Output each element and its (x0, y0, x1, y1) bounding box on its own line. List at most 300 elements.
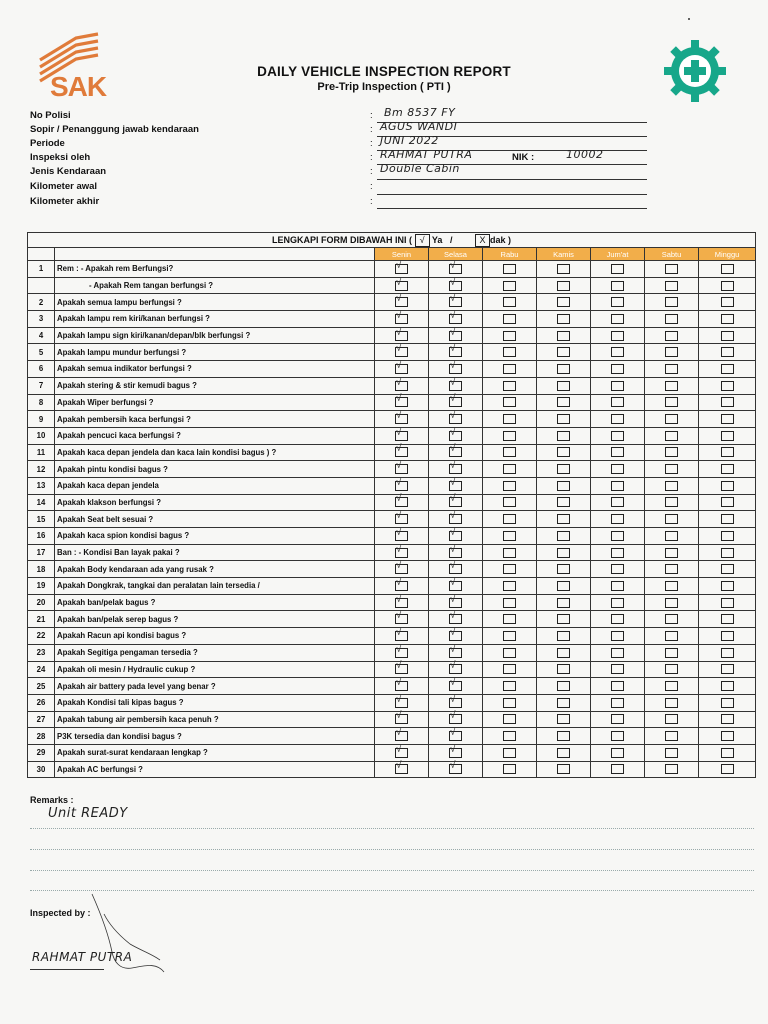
checkbox[interactable] (721, 598, 734, 608)
checkbox[interactable] (665, 681, 678, 691)
checkbox[interactable] (665, 531, 678, 541)
checkbox[interactable] (611, 264, 624, 274)
checkbox[interactable] (557, 564, 570, 574)
check-mark: √ (396, 460, 402, 472)
checkbox[interactable] (611, 564, 624, 574)
checkbox[interactable] (395, 460, 408, 474)
field-value-jenis: Double Cabin (380, 162, 460, 175)
checkbox[interactable] (611, 364, 624, 374)
check-cell (645, 694, 699, 711)
checkbox[interactable] (395, 476, 408, 491)
checkbox[interactable] (503, 364, 516, 374)
checkbox[interactable] (611, 397, 624, 407)
checkbox[interactable] (557, 397, 570, 407)
checkbox[interactable] (449, 259, 462, 274)
checkbox[interactable] (611, 631, 624, 641)
checkbox[interactable] (557, 497, 570, 507)
checkbox[interactable] (449, 293, 462, 307)
checkbox[interactable] (395, 326, 408, 341)
checkbox[interactable] (665, 698, 678, 708)
checkbox[interactable] (721, 664, 734, 674)
checkbox[interactable] (611, 414, 624, 424)
check-mark: √ (450, 576, 456, 588)
checkbox[interactable] (449, 560, 462, 574)
checkbox[interactable] (611, 614, 624, 624)
checkbox[interactable] (395, 660, 408, 674)
checkbox[interactable] (611, 431, 624, 441)
checkbox[interactable] (503, 564, 516, 574)
check-mark: √ (396, 443, 402, 455)
checkbox[interactable] (557, 548, 570, 558)
checkbox[interactable] (449, 626, 462, 641)
checkbox[interactable] (395, 593, 408, 608)
checkbox[interactable] (395, 560, 408, 574)
checkbox[interactable] (557, 598, 570, 608)
checkbox[interactable] (557, 281, 570, 291)
table-row (28, 694, 756, 711)
checkbox[interactable] (611, 347, 624, 357)
checkbox[interactable] (721, 614, 734, 624)
checkbox[interactable] (395, 543, 408, 558)
checkbox[interactable] (449, 593, 462, 608)
checkbox[interactable] (449, 693, 462, 708)
check-mark: √ (396, 576, 402, 588)
checkbox[interactable] (721, 297, 734, 307)
checkbox[interactable] (449, 276, 462, 291)
checkbox[interactable] (503, 614, 516, 624)
check-cell (699, 311, 756, 328)
check-cell (537, 561, 591, 578)
check-cell (591, 461, 645, 478)
checkbox[interactable] (665, 664, 678, 674)
checkbox[interactable] (395, 393, 408, 407)
checkbox[interactable] (557, 481, 570, 491)
checkbox[interactable] (721, 347, 734, 357)
check-cell (645, 644, 699, 661)
checkbox[interactable] (611, 531, 624, 541)
check-mark: √ (396, 359, 402, 371)
check-cell (483, 561, 537, 578)
check-cell (429, 261, 483, 278)
checkbox[interactable] (557, 764, 570, 774)
checkbox[interactable] (503, 314, 516, 324)
checkbox[interactable] (611, 548, 624, 558)
checkbox[interactable] (721, 414, 734, 424)
check-mark: √ (450, 376, 456, 388)
checkbox[interactable] (557, 631, 570, 641)
table-row (28, 477, 756, 494)
table-row (28, 344, 756, 361)
checkbox[interactable] (665, 481, 678, 491)
checkbox[interactable] (395, 610, 408, 624)
checkbox[interactable] (503, 464, 516, 474)
row-question: Apakah ban/pelak serep bagus ? (55, 611, 375, 628)
checkbox[interactable] (449, 743, 462, 758)
field-label-periode: Periode (30, 138, 65, 149)
checkbox[interactable] (557, 431, 570, 441)
checkbox[interactable] (721, 548, 734, 558)
checkbox[interactable] (665, 497, 678, 507)
checkbox[interactable] (721, 481, 734, 491)
checkbox[interactable] (665, 347, 678, 357)
checkbox[interactable] (395, 677, 408, 691)
checkbox[interactable] (721, 331, 734, 341)
checkbox[interactable] (449, 359, 462, 374)
check-cell (537, 761, 591, 778)
checkbox[interactable] (557, 681, 570, 691)
checkbox[interactable] (557, 347, 570, 357)
checkbox[interactable] (611, 764, 624, 774)
checkbox[interactable] (611, 331, 624, 341)
checkbox[interactable] (557, 414, 570, 424)
checkbox[interactable] (395, 443, 408, 457)
checkbox[interactable] (503, 481, 516, 491)
checkbox[interactable] (665, 364, 678, 374)
check-mark: √ (450, 343, 456, 355)
checkbox[interactable] (721, 381, 734, 391)
checkbox[interactable] (611, 281, 624, 291)
checkbox[interactable] (503, 698, 516, 708)
checkbox[interactable] (503, 347, 516, 357)
checkbox[interactable] (721, 748, 734, 758)
check-cell (591, 427, 645, 444)
checkbox[interactable] (503, 664, 516, 674)
check-mark: √ (450, 293, 456, 305)
checkbox[interactable] (665, 431, 678, 441)
checkbox[interactable] (665, 581, 678, 591)
checkbox[interactable] (611, 664, 624, 674)
checkbox[interactable] (503, 447, 516, 457)
checkbox[interactable] (557, 447, 570, 457)
checkbox[interactable] (395, 259, 408, 274)
checkbox[interactable] (449, 326, 462, 341)
checkbox[interactable] (503, 681, 516, 691)
check-mark: √ (450, 426, 456, 438)
checkbox[interactable] (665, 631, 678, 641)
row-number: 30 (28, 761, 55, 778)
checkbox[interactable] (503, 714, 516, 724)
checkbox[interactable] (557, 531, 570, 541)
checkbox[interactable] (611, 731, 624, 741)
row-question: Apakah semua lampu berfungsi ? (55, 294, 375, 311)
day-header: Senin (375, 248, 429, 261)
checkbox[interactable] (503, 731, 516, 741)
checkbox[interactable] (449, 543, 462, 558)
checkbox[interactable] (449, 476, 462, 491)
checkbox[interactable] (721, 397, 734, 407)
checkbox[interactable] (395, 410, 408, 424)
checkbox[interactable] (557, 264, 570, 274)
checkbox[interactable] (395, 693, 408, 708)
checkbox[interactable] (611, 481, 624, 491)
checkbox[interactable] (395, 276, 408, 291)
field-colon: : (370, 138, 373, 149)
checkbox[interactable] (503, 281, 516, 291)
check-mark: √ (396, 626, 402, 638)
checkbox[interactable] (611, 748, 624, 758)
table-row (28, 628, 756, 645)
checkbox[interactable] (721, 581, 734, 591)
checkbox[interactable] (665, 731, 678, 741)
checkbox[interactable] (449, 309, 462, 324)
checkbox[interactable] (449, 727, 462, 741)
checkbox[interactable] (721, 431, 734, 441)
check-mark: √ (396, 510, 402, 522)
checkbox[interactable] (503, 397, 516, 407)
check-mark: √ (396, 760, 402, 772)
checkbox[interactable] (449, 376, 462, 391)
check-cell (645, 628, 699, 645)
check-cell (483, 311, 537, 328)
checkbox[interactable] (557, 514, 570, 524)
checkbox[interactable] (395, 359, 408, 374)
checkbox[interactable] (557, 464, 570, 474)
check-cell (699, 711, 756, 728)
checkbox[interactable] (395, 376, 408, 391)
checkbox[interactable] (503, 431, 516, 441)
checkbox[interactable] (665, 464, 678, 474)
checkbox[interactable] (557, 698, 570, 708)
check-mark: √ (396, 660, 402, 672)
checkbox[interactable] (557, 331, 570, 341)
checkbox[interactable] (449, 760, 462, 774)
checkbox[interactable] (721, 514, 734, 524)
checkbox[interactable] (449, 510, 462, 524)
check-cell (483, 327, 537, 344)
checkbox[interactable] (721, 264, 734, 274)
checkbox[interactable] (665, 714, 678, 724)
table-row (28, 744, 756, 761)
checkbox[interactable] (395, 727, 408, 741)
checkbox[interactable] (611, 598, 624, 608)
checkbox[interactable] (665, 314, 678, 324)
row-number: 23 (28, 644, 55, 661)
check-cell (375, 594, 429, 611)
check-cell (375, 528, 429, 545)
checkbox[interactable] (721, 364, 734, 374)
checkbox[interactable] (665, 648, 678, 658)
checkbox[interactable] (721, 731, 734, 741)
checkbox[interactable] (503, 264, 516, 274)
checkbox[interactable] (449, 610, 462, 624)
checkbox[interactable] (665, 414, 678, 424)
checkbox[interactable] (665, 764, 678, 774)
checkbox[interactable] (611, 497, 624, 507)
check-cell (483, 261, 537, 278)
checkbox[interactable] (611, 648, 624, 658)
checkbox[interactable] (557, 581, 570, 591)
check-cell (537, 694, 591, 711)
day-header: Jum'at (591, 248, 645, 261)
checkbox[interactable] (503, 531, 516, 541)
check-cell (699, 261, 756, 278)
checkbox[interactable] (665, 447, 678, 457)
checkbox[interactable] (665, 514, 678, 524)
checkbox[interactable] (503, 764, 516, 774)
checkbox[interactable] (503, 748, 516, 758)
checkbox[interactable] (503, 581, 516, 591)
check-cell (591, 344, 645, 361)
check-cell (483, 544, 537, 561)
checkbox[interactable] (503, 414, 516, 424)
checkbox[interactable] (557, 731, 570, 741)
checkbox[interactable] (449, 710, 462, 724)
checkbox[interactable] (721, 497, 734, 507)
checkbox[interactable] (503, 631, 516, 641)
check-cell (483, 611, 537, 628)
checkbox[interactable] (721, 447, 734, 457)
checkbox[interactable] (449, 343, 462, 357)
checkbox[interactable] (665, 281, 678, 291)
checkbox[interactable] (449, 643, 462, 658)
row-number: 11 (28, 444, 55, 461)
check-cell (429, 711, 483, 728)
check-cell (645, 761, 699, 778)
check-cell (699, 461, 756, 478)
checkbox[interactable] (503, 648, 516, 658)
check-cell (645, 344, 699, 361)
check-cell (429, 611, 483, 628)
checkbox[interactable] (665, 564, 678, 574)
checkbox[interactable] (395, 576, 408, 591)
check-cell (429, 544, 483, 561)
checkbox[interactable] (395, 309, 408, 324)
check-cell (483, 728, 537, 745)
day-header-blank (28, 248, 55, 261)
row-number: 5 (28, 344, 55, 361)
checkbox[interactable] (395, 510, 408, 524)
table-row (28, 311, 756, 328)
check-mark: √ (450, 643, 456, 655)
checkbox[interactable] (449, 677, 462, 691)
check-mark: √ (450, 393, 456, 405)
check-cell (537, 344, 591, 361)
checkbox[interactable] (721, 564, 734, 574)
check-cell (375, 477, 429, 494)
check-cell (591, 327, 645, 344)
checkbox[interactable] (449, 576, 462, 591)
checkbox[interactable] (557, 664, 570, 674)
day-header-blank (55, 248, 375, 261)
check-cell (375, 361, 429, 378)
checkbox[interactable] (721, 698, 734, 708)
table-row (28, 711, 756, 728)
check-cell (429, 561, 483, 578)
checkbox[interactable] (395, 293, 408, 307)
checkbox[interactable] (557, 314, 570, 324)
row-number: 10 (28, 427, 55, 444)
checkbox[interactable] (503, 514, 516, 524)
checkbox[interactable] (611, 447, 624, 457)
checkbox[interactable] (665, 397, 678, 407)
checkbox[interactable] (721, 464, 734, 474)
checkbox[interactable] (611, 381, 624, 391)
checkbox[interactable] (721, 531, 734, 541)
checkbox[interactable] (665, 548, 678, 558)
checkbox[interactable] (557, 714, 570, 724)
checkbox[interactable] (721, 714, 734, 724)
check-cell (429, 361, 483, 378)
checkbox[interactable] (395, 760, 408, 774)
checkbox[interactable] (395, 626, 408, 641)
check-cell (537, 327, 591, 344)
check-cell (375, 611, 429, 628)
checkbox[interactable] (611, 581, 624, 591)
checkbox[interactable] (395, 526, 408, 541)
checkbox[interactable] (665, 614, 678, 624)
checkbox[interactable] (503, 381, 516, 391)
checkbox[interactable] (665, 598, 678, 608)
checkbox[interactable] (395, 643, 408, 658)
checkbox[interactable] (503, 548, 516, 558)
checkbox[interactable] (395, 710, 408, 724)
checkbox[interactable] (721, 764, 734, 774)
checkbox[interactable] (395, 743, 408, 758)
check-mark: √ (396, 309, 402, 321)
checkbox[interactable] (503, 297, 516, 307)
checkbox[interactable] (449, 410, 462, 424)
check-cell (537, 294, 591, 311)
checkbox[interactable] (449, 426, 462, 441)
checkbox[interactable] (557, 297, 570, 307)
checkbox[interactable] (557, 614, 570, 624)
check-cell (483, 294, 537, 311)
checkbox[interactable] (503, 331, 516, 341)
checkbox[interactable] (395, 343, 408, 357)
checkbox[interactable] (395, 426, 408, 441)
checkbox[interactable] (557, 648, 570, 658)
checkbox[interactable] (665, 264, 678, 274)
checkbox[interactable] (503, 598, 516, 608)
checkbox[interactable] (395, 493, 408, 507)
checkbox[interactable] (611, 514, 624, 524)
checkbox[interactable] (611, 698, 624, 708)
check-cell (699, 678, 756, 695)
checkbox[interactable] (449, 443, 462, 457)
checkbox[interactable] (721, 281, 734, 291)
checkbox[interactable] (665, 748, 678, 758)
row-question: Apakah pencuci kaca berfungsi ? (55, 427, 375, 444)
checkbox[interactable] (665, 297, 678, 307)
checkbox[interactable] (611, 681, 624, 691)
checkbox[interactable] (557, 748, 570, 758)
checkbox[interactable] (449, 493, 462, 507)
checkbox[interactable] (449, 660, 462, 674)
checkbox[interactable] (557, 381, 570, 391)
checkbox[interactable] (665, 331, 678, 341)
nik-value: 10002 (566, 148, 604, 161)
check-cell (591, 594, 645, 611)
check-cell (375, 277, 429, 294)
checkbox[interactable] (449, 526, 462, 541)
checkbox[interactable] (611, 314, 624, 324)
checkbox[interactable] (611, 464, 624, 474)
check-cell (699, 611, 756, 628)
checkbox[interactable] (557, 364, 570, 374)
checkbox[interactable] (503, 497, 516, 507)
checkbox[interactable] (721, 648, 734, 658)
checkbox[interactable] (721, 314, 734, 324)
checkbox[interactable] (665, 381, 678, 391)
checkbox[interactable] (449, 393, 462, 407)
checkbox[interactable] (611, 714, 624, 724)
checkbox[interactable] (611, 297, 624, 307)
row-number: 6 (28, 361, 55, 378)
checkbox[interactable] (721, 681, 734, 691)
checkbox[interactable] (721, 631, 734, 641)
check-mark: √ (450, 359, 456, 371)
checkbox[interactable] (449, 460, 462, 474)
